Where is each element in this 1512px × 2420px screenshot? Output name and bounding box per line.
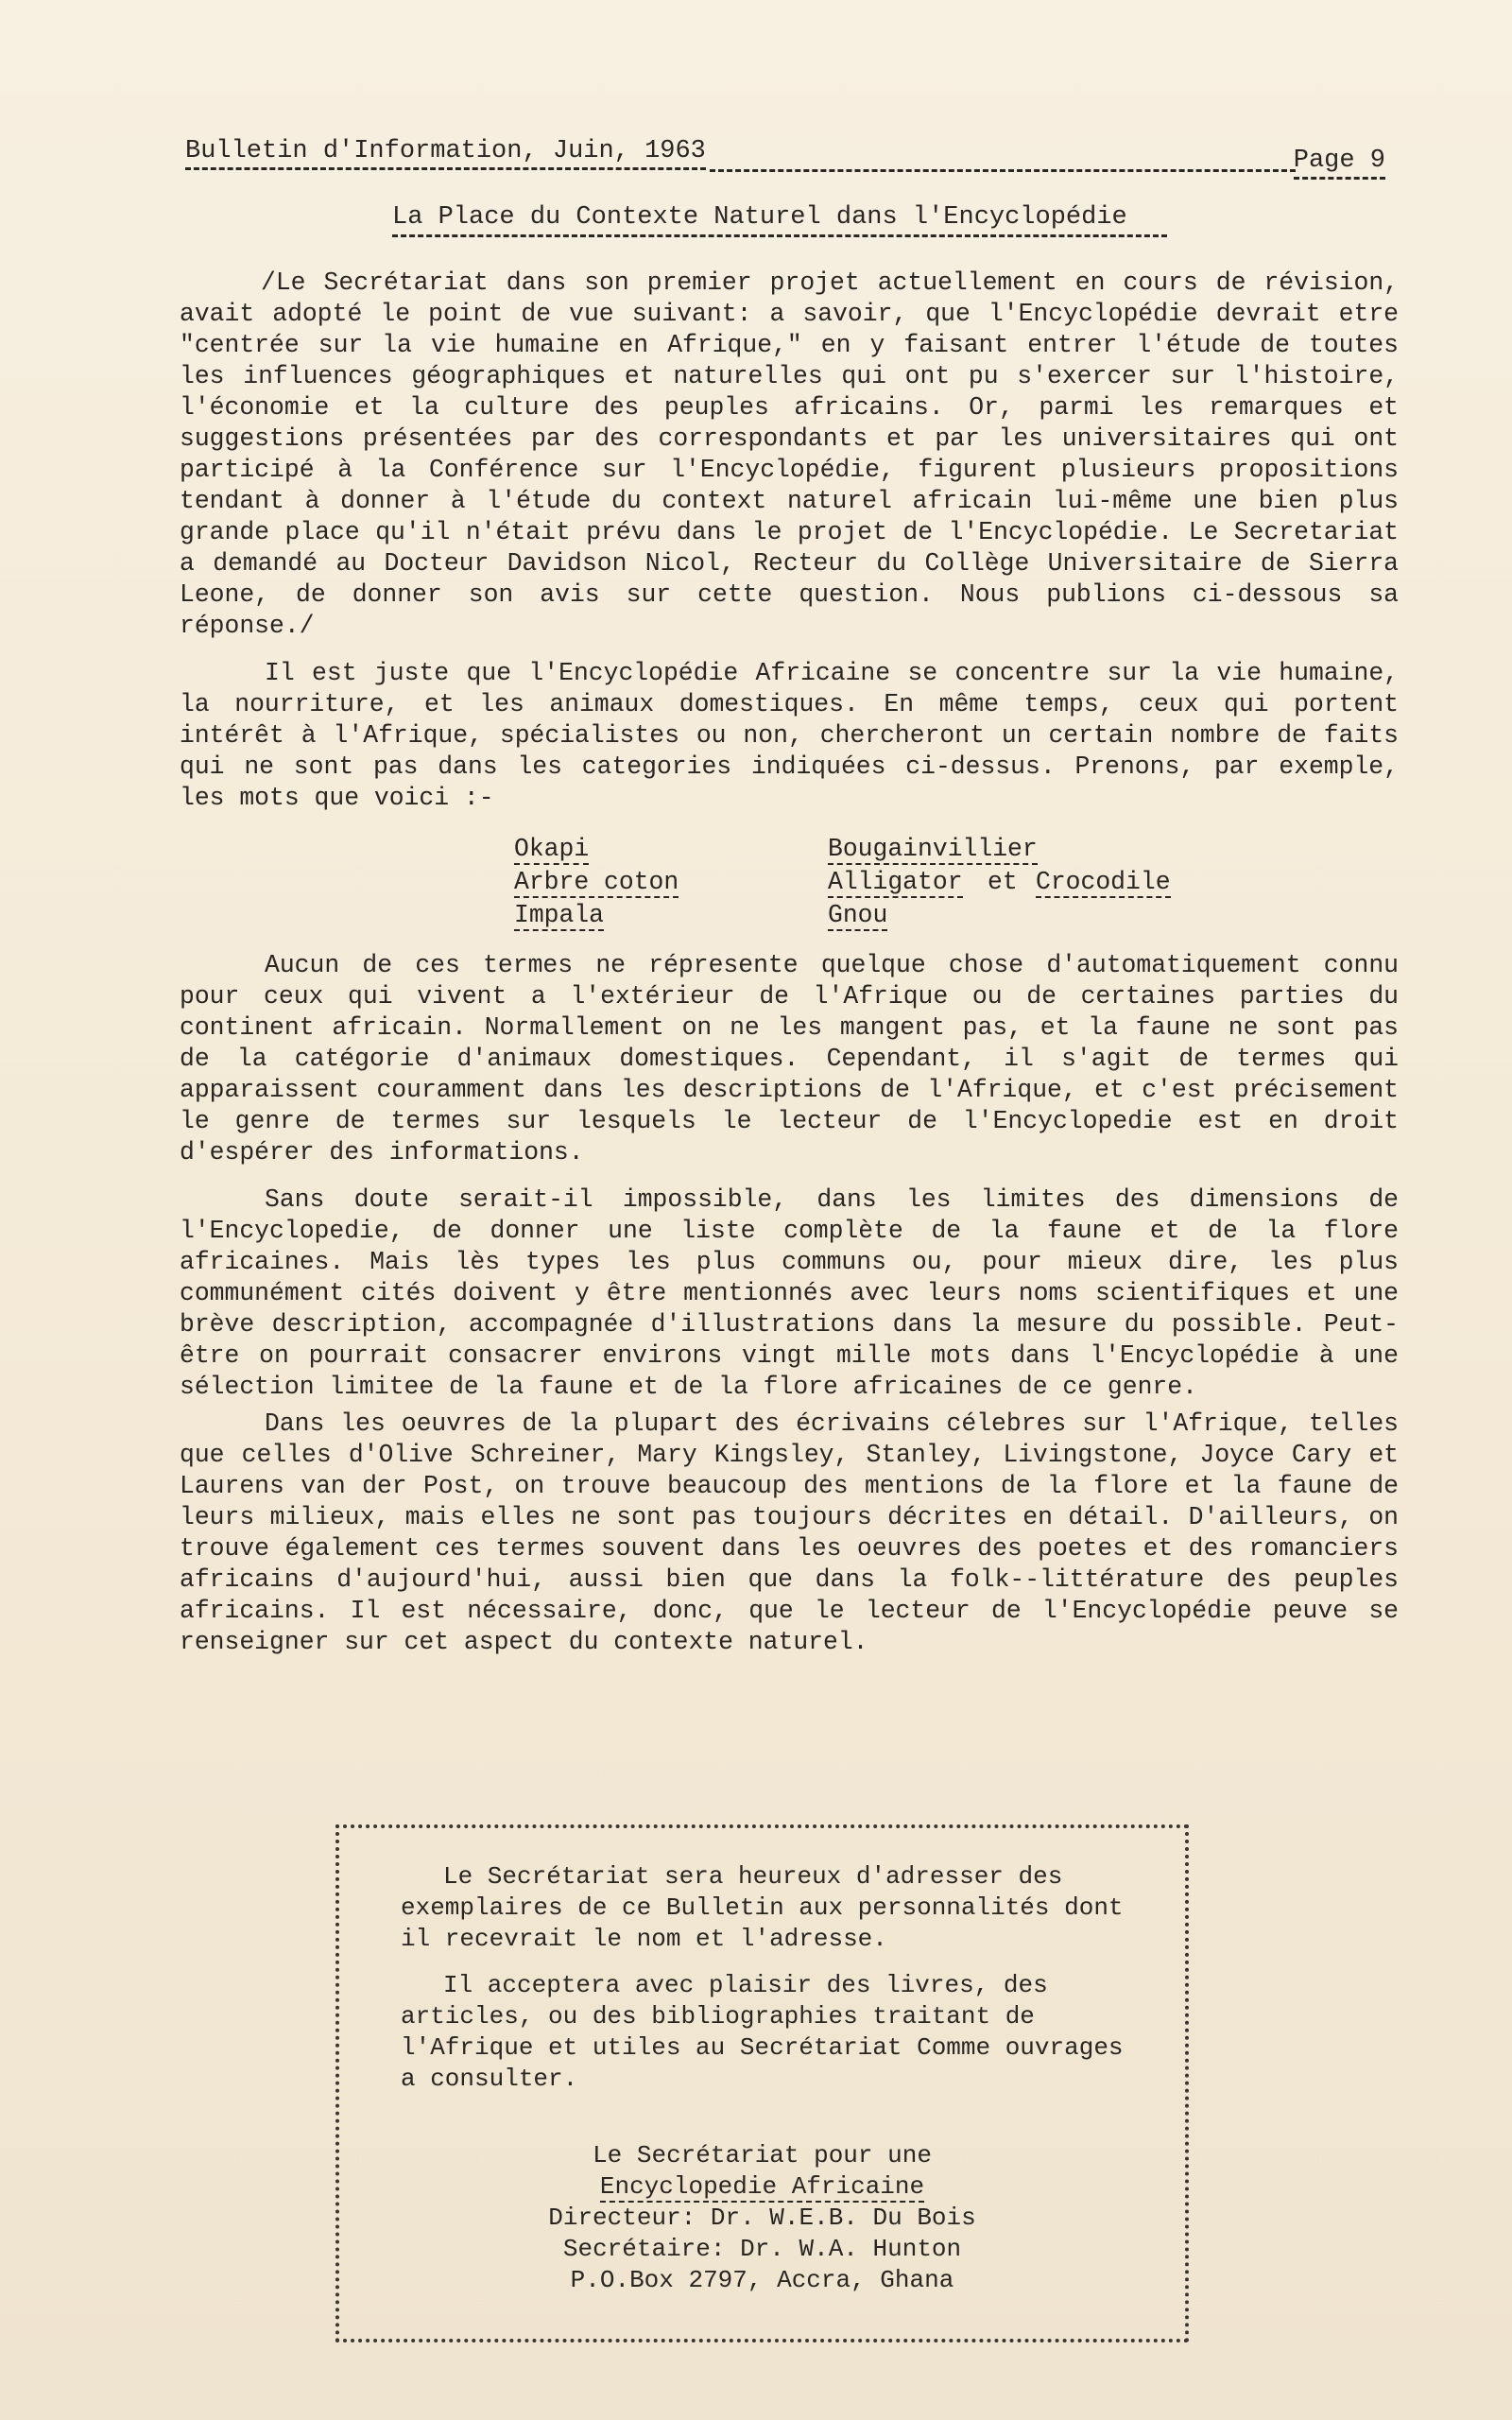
- term-crocodile: Crocodile: [1036, 868, 1171, 896]
- signature-line-5: P.O.Box 2797, Accra, Ghana: [570, 2266, 954, 2294]
- term-gnou: Gnou: [828, 901, 888, 929]
- page-number: Page 9: [1294, 147, 1385, 180]
- term-okapi: Okapi: [514, 835, 590, 863]
- signature-line-1: Le Secrétariat pour une: [593, 2141, 932, 2169]
- term-bougainvillier: Bougainvillier: [828, 835, 1038, 863]
- article-body: [180, 268, 1399, 1658]
- signature-line-4: Secrétaire: Dr. W.A. Hunton: [562, 2235, 962, 2263]
- notice-paragraph-2: Il acceptera avec plaisir des livres, des articles, ou des bibliographies traitant de l'Afrique et utiles au Secrétariat Comme ouvrages a consulter.: [401, 1971, 1124, 2093]
- term-arbre-coton: Arbre coton: [514, 868, 679, 896]
- term-connector: et: [988, 868, 1018, 896]
- secretariat-signature: [339, 2140, 1185, 2296]
- term-impala: Impala: [514, 901, 605, 929]
- header-rule: [710, 169, 1296, 172]
- signature-line-3: Directeur: Dr. W.E.B. Du Bois: [548, 2204, 976, 2232]
- signature-line-2: Encyclopedie Africaine: [599, 2172, 925, 2201]
- intro-paragraph: /Le Secrétariat dans son premier projet actuellement en cours de révision, avait adopté le point de vue suivant: a savoir, que l'Encyclopédie devrait etre "centrée sur la vie humaine en Afrique," en y faisant entrer l'étude de toutes les influences géographiques et naturelles qui ont pu s'exercer sur l'histoire, l'économie et la culture des peuples africains. Or, parmi les remarques et suggestions présentées par des correspondants et par les universitaires qui ont participé à la Conférence sur l'Encyclopédie, figurent plusieurs propositions tendant à donner à l'étude du context naturel africain lui-même une bien plus grande place qu'il n'était prévu dans le projet de l'Encyclopédie. Le Secretariat a demandé au Docteur Davidson Nicol, Recteur du Collège Universitaire de Sierra Leone, de donner son avis sur cette question. Nous publions ci-dessous sa réponse./: [180, 268, 1399, 640]
- term-list: [180, 835, 1399, 939]
- notice-paragraph-1: Le Secrétariat sera heureux d'adresser des exemplaires de ce Bulletin aux personnalités dont il recevrait le nom et l'adresse.: [401, 1862, 1124, 1953]
- secretariat-notice-box: [335, 1824, 1189, 2342]
- paragraph-2: Aucun de ces termes ne répresente quelque chose d'automatiquement connu pour ceux qui vivent a l'extérieur de l'Afrique ou de certaines parties du continent africain. Normallement on ne les mangent pas, et la faune ne sont pas de la catégorie d'animaux domestiques. Cependant, il s'agit de termes qui apparaissent couramment dans les descriptions de l'Afrique, et c'est précisement le genre de termes sur lesquels le lecteur de l'Encyclopedie est en droit d'espérer des informations.: [180, 951, 1399, 1167]
- paragraph-4: Dans les oeuvres de la plupart des écrivains célebres sur l'Afrique, telles que celles d'Olive Schreiner, Mary Kingsley, Stanley, Livingstone, Joyce Cary et Laurens van der Post, on trouve beaucoup des mentions de la flore et la faune de leurs milieux, mais elles ne sont pas toujours décrites en détail. D'ailleurs, on trouve également ces termes souvent dans les oeuvres des poetes et des romanciers africains d'aujourd'hui, aussi bien que dans la folk--littérature des peuples africains. Il est nécessaire, donc, que le lecteur de l'Encyclopédie peuve se renseigner sur cet aspect du contexte naturel.: [180, 1409, 1399, 1656]
- paragraph-3: Sans doute serait-il impossible, dans les limites des dimensions de l'Encyclopedie, de donner une liste complète de la faune et de la flore africaines. Mais lès types les plus communs ou, pour mieux dire, les plus communément cités doivent y être mentionnés avec leurs noms scientifiques et une brève description, accompagnée d'illustrations dans la mesure du possible. Peut-être on pourrait consacrer environs vingt mille mots dans l'Encyclopédie à une sélection limitee de la faune et de la flore africaines de ce genre.: [180, 1185, 1399, 1401]
- page-header: [185, 137, 1385, 184]
- article-title: La Place du Contexte Naturel dans l'Encyclopédie: [392, 203, 1167, 237]
- bulletin-title: Bulletin d'Information, Juin, 1963: [185, 137, 706, 170]
- paragraph-1: Il est juste que l'Encyclopédie Africaine se concentre sur la vie humaine, la nourriture, et les animaux domestiques. En même temps, ceux qui portent intérêt à l'Afrique, spécialistes ou non, chercheront un certain nombre de faits qui ne sont pas dans les categories indiquées ci-dessus. Prenons, par exemple, les mots que voici :-: [180, 659, 1399, 812]
- term-alligator: Alligator: [828, 868, 963, 896]
